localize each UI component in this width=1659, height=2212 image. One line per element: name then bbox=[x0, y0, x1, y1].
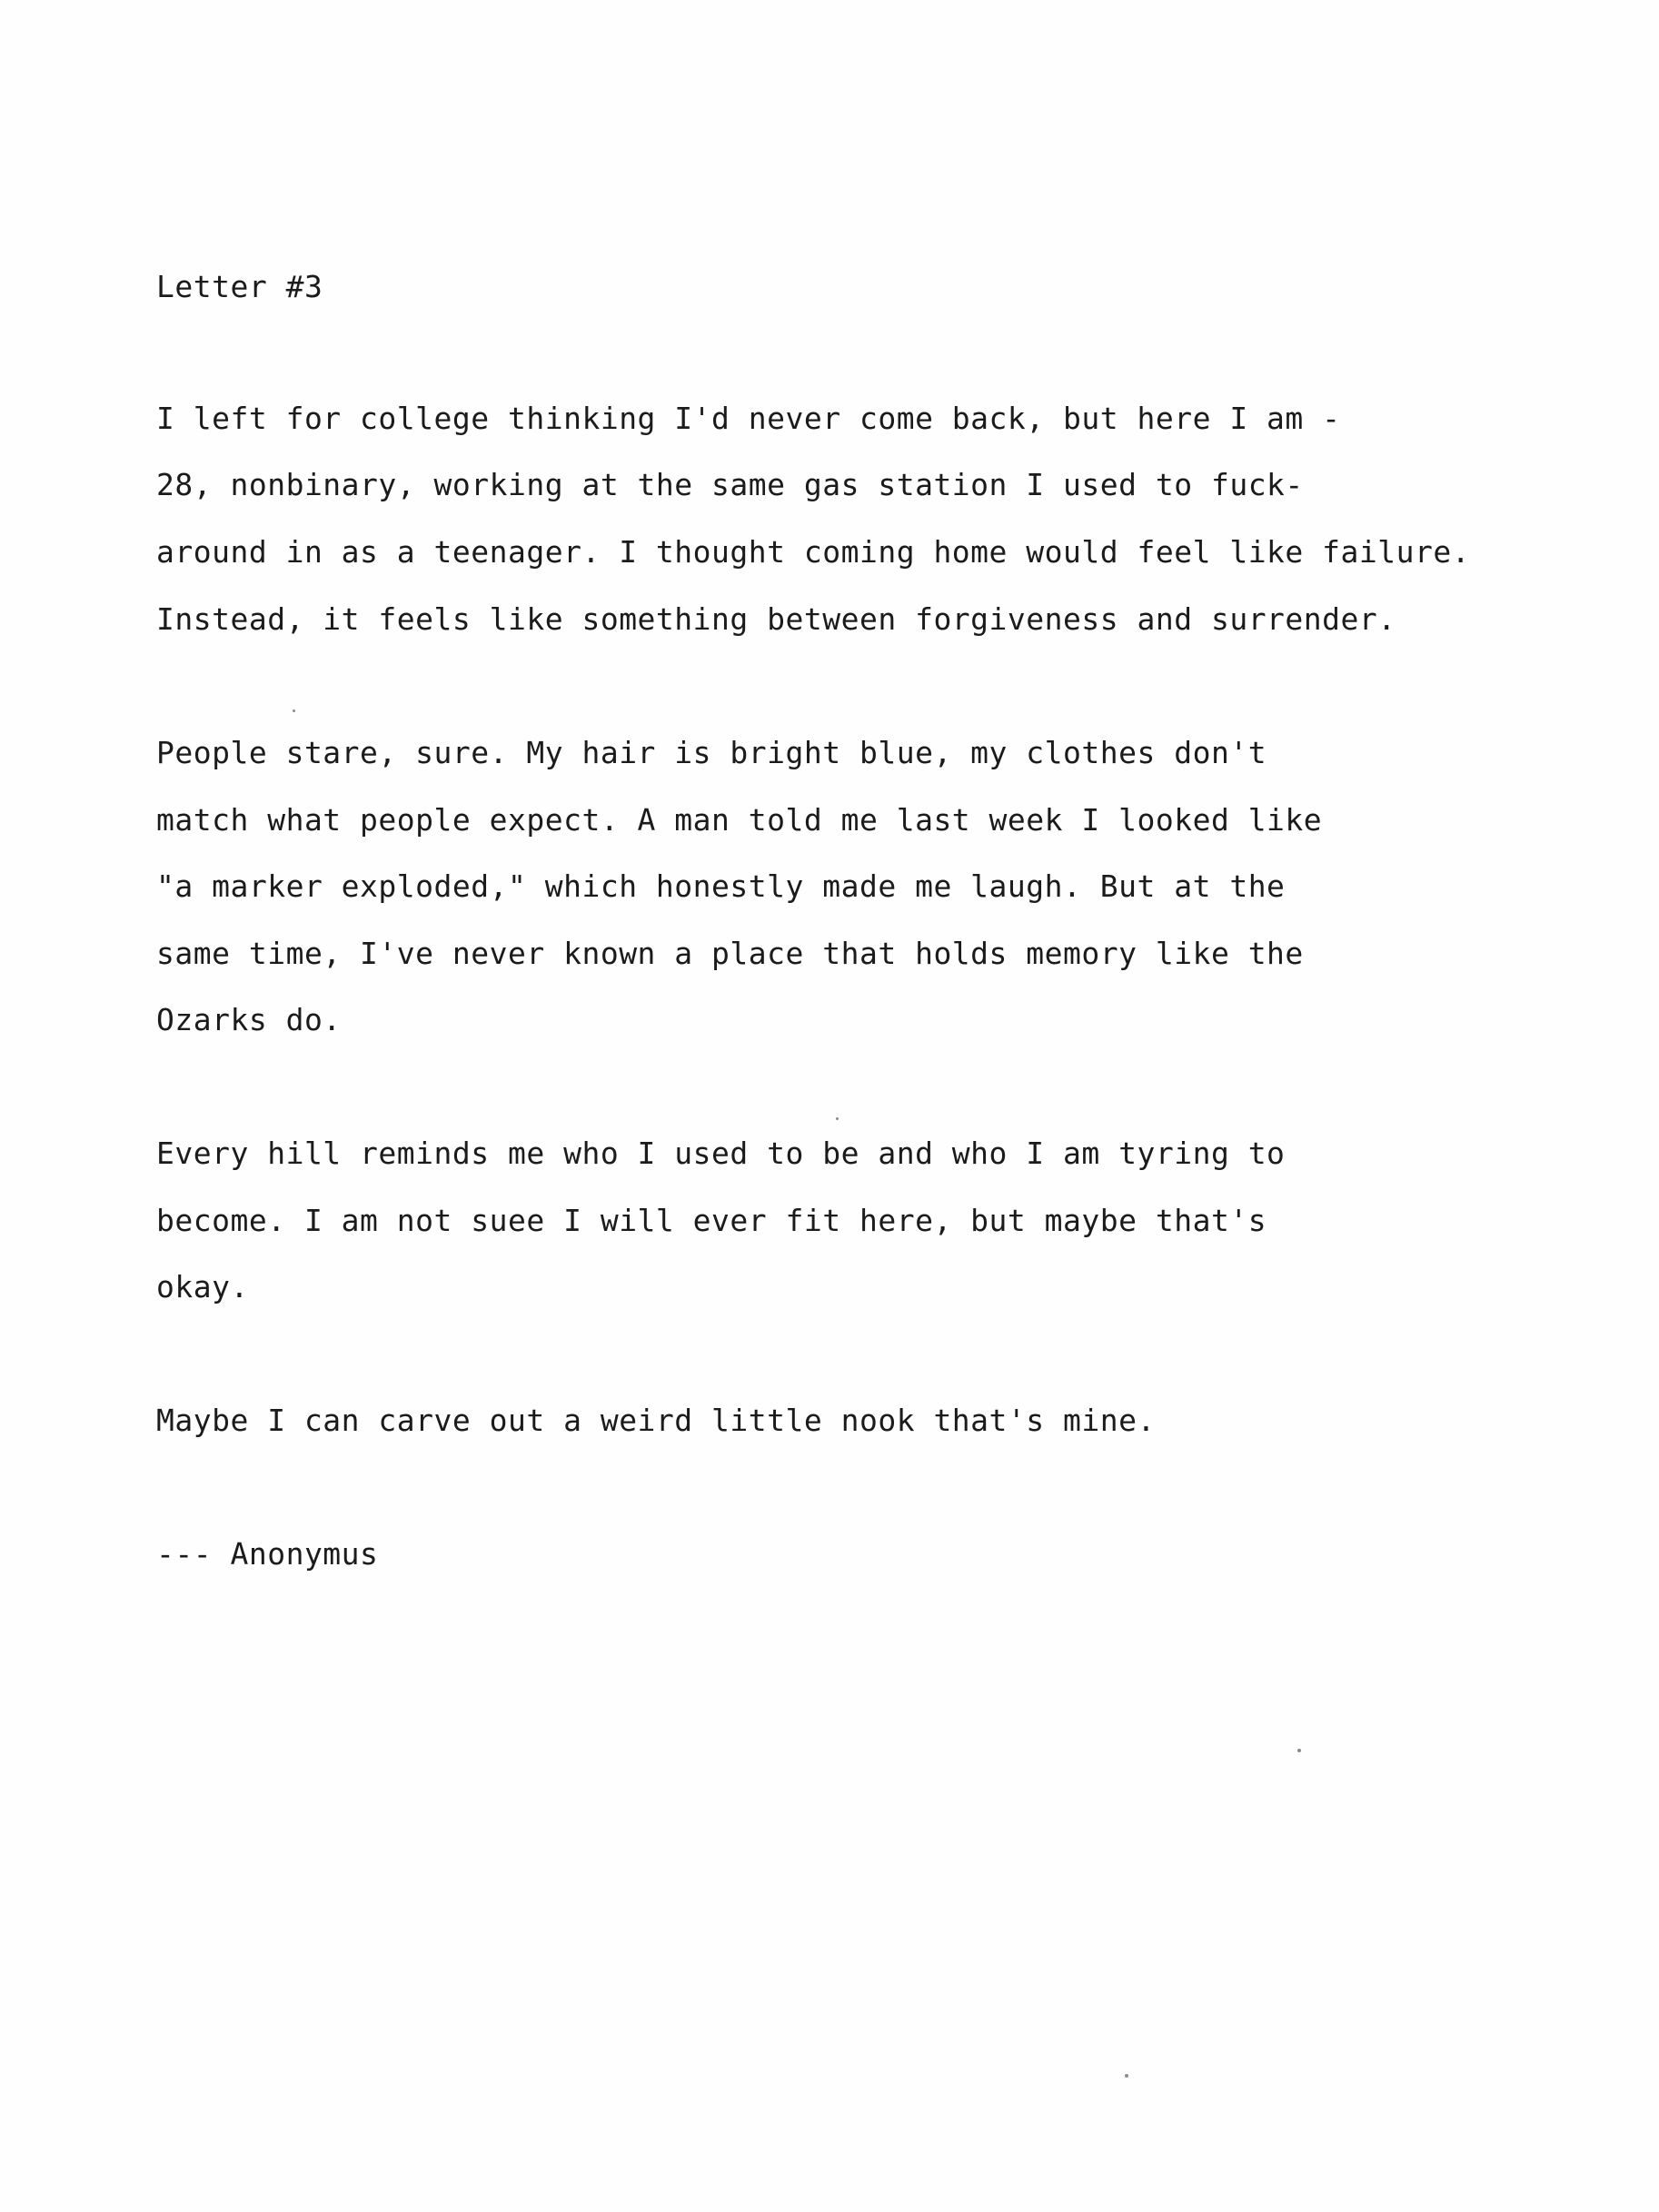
paragraph-line: Every hill reminds me who I used to be and who I am tyring to bbox=[156, 1136, 1286, 1171]
paper-speck bbox=[836, 1117, 839, 1120]
paragraph-line: 28, nonbinary, working at the same gas station I used to fuck- bbox=[156, 467, 1304, 502]
paper-speck bbox=[1297, 1749, 1301, 1752]
paragraph-line: "a marker exploded," which honestly made me laugh. But at the bbox=[156, 868, 1286, 904]
paragraph-line: Maybe I can carve out a weird little nook that's mine. bbox=[156, 1403, 1156, 1438]
paper-speck bbox=[1125, 2074, 1128, 2078]
paragraph-line: become. I am not suee I will ever fit here, but maybe that's bbox=[156, 1203, 1267, 1238]
paragraph-line: match what people expect. A man told me last week I looked like bbox=[156, 802, 1323, 838]
paragraph-line: Ozarks do. bbox=[156, 1002, 342, 1037]
letter-heading: Letter #3 bbox=[156, 269, 323, 304]
paragraph-line: around in as a teenager. I thought coming home would feel like failure. bbox=[156, 534, 1471, 570]
paragraph-line: People stare, sure. My hair is bright blue, my clothes don't bbox=[156, 735, 1267, 770]
paper-speck bbox=[293, 709, 295, 712]
paragraph-line: I left for college thinking I'd never come back, but here I am - bbox=[156, 401, 1341, 436]
paragraph-line: same time, I've never known a place that holds memory like the bbox=[156, 936, 1304, 971]
paragraph-line: okay. bbox=[156, 1269, 249, 1304]
paragraph-line: Instead, it feels like something between forgiveness and surrender. bbox=[156, 601, 1396, 637]
signature: --- Anonymus bbox=[156, 1536, 379, 1572]
